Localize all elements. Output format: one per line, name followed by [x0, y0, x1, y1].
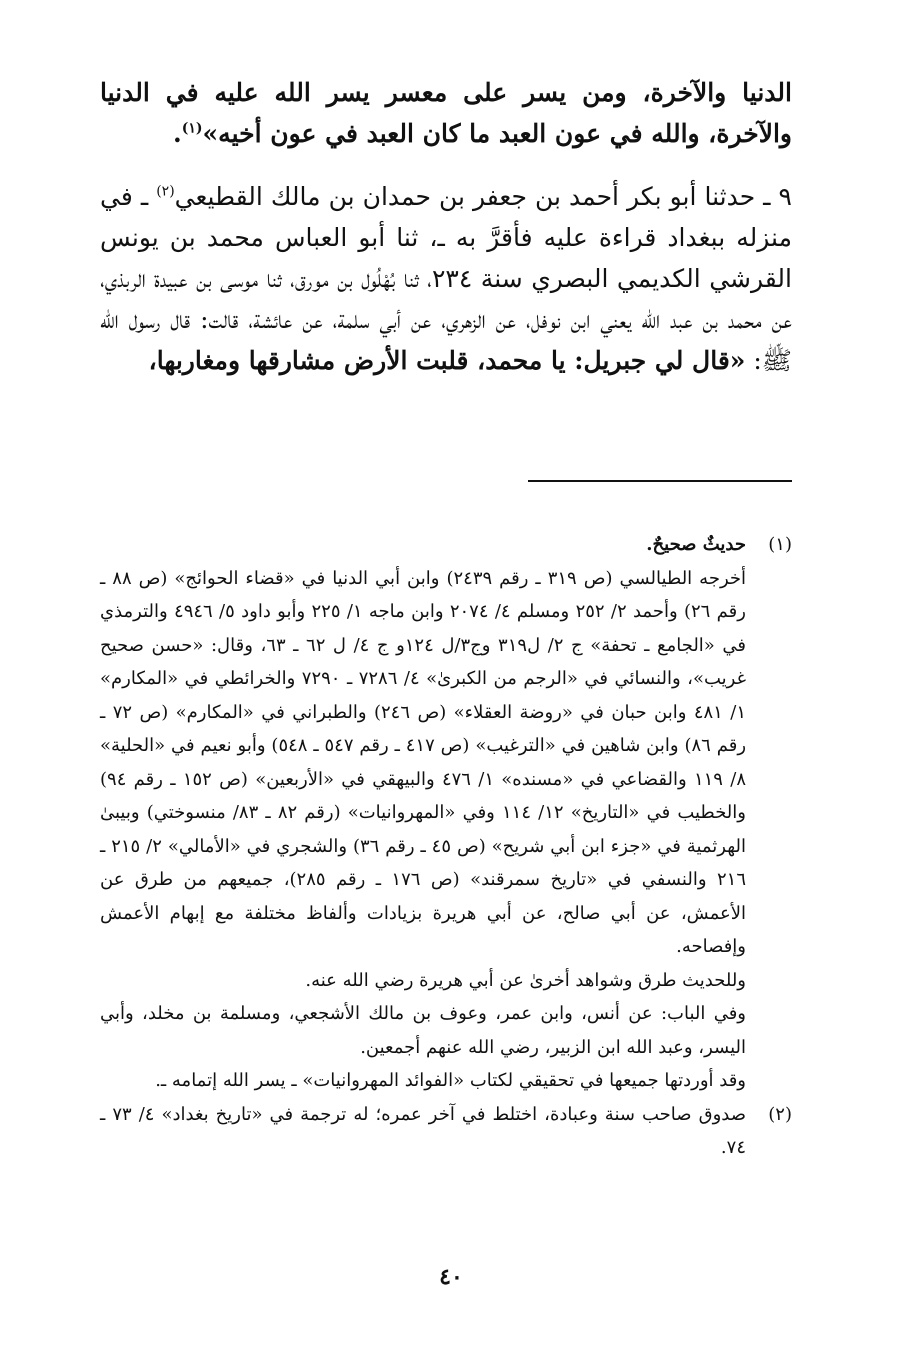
footnote-2 [100, 1098, 792, 1165]
footnote-paragraph: وفي الباب: عن أنس، وابن عمر، وعوف بن مالك الأشجعي، ومسلمة بن مخلد، وأبي اليسر، وعبد الله ابن الزبير، رضي الله عنهم أجمعين. [100, 1003, 746, 1058]
footnote-1 [100, 528, 792, 1098]
page-number: ٤٠ [439, 1264, 463, 1290]
main-text [100, 72, 792, 381]
footnote-separator [528, 480, 792, 482]
footnote-body [100, 528, 746, 1098]
footnote-paragraph: صدوق صاحب سنة وعبادة، اختلط في آخر عمره؛ له ترجمة في «تاريخ بغداد» ٤/ ٧٣ ـ ٧٤. [100, 1103, 746, 1158]
footnote-number: (١) [768, 534, 792, 555]
footnote-body [100, 1098, 746, 1165]
footnote-number: (٢) [768, 1103, 792, 1125]
footnote-paragraph: وقد أوردتها جميعها في تحقيقي لكتاب «الفوائد المهروانيات» ـ يسر الله إتمامه ـ. [155, 1070, 746, 1091]
isnad-text-start: ٩ ـ حدثنا أبو بكر أحمد بن جعفر بن حمدان بن مالك القطيعي [174, 182, 792, 211]
footnote-title: حديثٌ صحيحٌ. [646, 534, 746, 555]
footnote-ref-2: (٢) [156, 183, 175, 200]
footnote-ref-1: (١) [181, 120, 203, 137]
footnote-paragraph: وللحديث طرق وشواهد أخرىٰ عن أبي هريرة رضي الله عنه. [305, 969, 746, 991]
footnote-paragraph: أخرجه الطيالسي (ص ٣١٩ ـ رقم ٢٤٣٩) وابن أبي الدنيا في «قضاء الحوائج» (ص ٨٨ ـ رقم ٢٦) وأحمد ٢/ ٢٥٢ ومسلم ٤/ ٢٠٧٤ وابن ماجه ١/ ٢٢٥ وأبو داود ٥/ ٤٩٤٦ والترمذي في «الجامع ـ تحفة» ج ٢/ ل٣١٩ وج٣/ل ١٢٤و ج ٤/ ل ٦٢ ـ ٦٣، وقال: «حسن صحيح غريب»، والنسائي في «الرجم من الكبرىٰ» ٤/ ٧٢٨٦ ـ ٧٢٩٠ والخرائطي في «المكارم» ١/ ٤٨١ وابن حبان في «روضة العقلاء» (ص ٢٤٦) والطبراني في «المكارم» (ص ٧٢ ـ رقم ٨٦) وابن شاهين في «الترغيب» (ص ٤١٧ ـ رقم ٥٤٧ ـ ٥٤٨) وأبو نعيم في «الحلية» ٨/ ١١٩ والقضاعي في «مسنده» ١/ ٤٧٦ والبيهقي في «الأربعين» (ص ١٥٢ ـ رقم ٩٤) والخطيب في «التاريخ» ١٢/ ١١٤ وفي «المهروانيات» (رقم ٨٢ ـ ٨٣/ منسوختي) وبيبىٰ الهرثمية في «جزء ابن أبي شريح» (ص ٤٥ ـ رقم ٣٦) والشجري في «الأمالي» ٢/ ٢١٥ ـ ٢١٦ والنسفي في «تاريخ سمرقند» (ص ١٧٦ ـ رقم ٢٨٥)، جميعهم من طرق عن الأعمش، عن أبي صالح، عن أبي هريرة بزيادات وألفاظ مختلفة مع إبهام الأعمش وإفصاحه. [100, 567, 747, 957]
hadith-paragraph-2 [100, 176, 792, 381]
footnotes-section [100, 528, 792, 1165]
hadith-paragraph-1 [100, 72, 792, 154]
hadith-quote: «قال لي جبريل: يا محمد، قلبت الأرض مشارقها ومغاربها، [148, 346, 746, 375]
period: . [173, 119, 182, 148]
hadith-text: الدنيا والآخرة، ومن يسر على معسر يسر الله عليه في الدنيا والآخرة، والله في عون العبد ما كان العبد في عون أخيه» [100, 78, 792, 148]
isnad-text: ـ في منزله ببغداد قراءة عليه فأقرَّ به ـ، ثنا أبو العباس محمد بن يونس القرشي الكديمي البصري سنة ٢٣٤، ثنا بُهْلُول بن مورق، ثنا موسى بن عبيدة الربذي، عن محمد بن عبد الله يعني ابن نوفل، عن الزهري، عن أبي سلمة، عن عائشة، قالت: قال رسول الله ﷺ: [100, 182, 792, 375]
